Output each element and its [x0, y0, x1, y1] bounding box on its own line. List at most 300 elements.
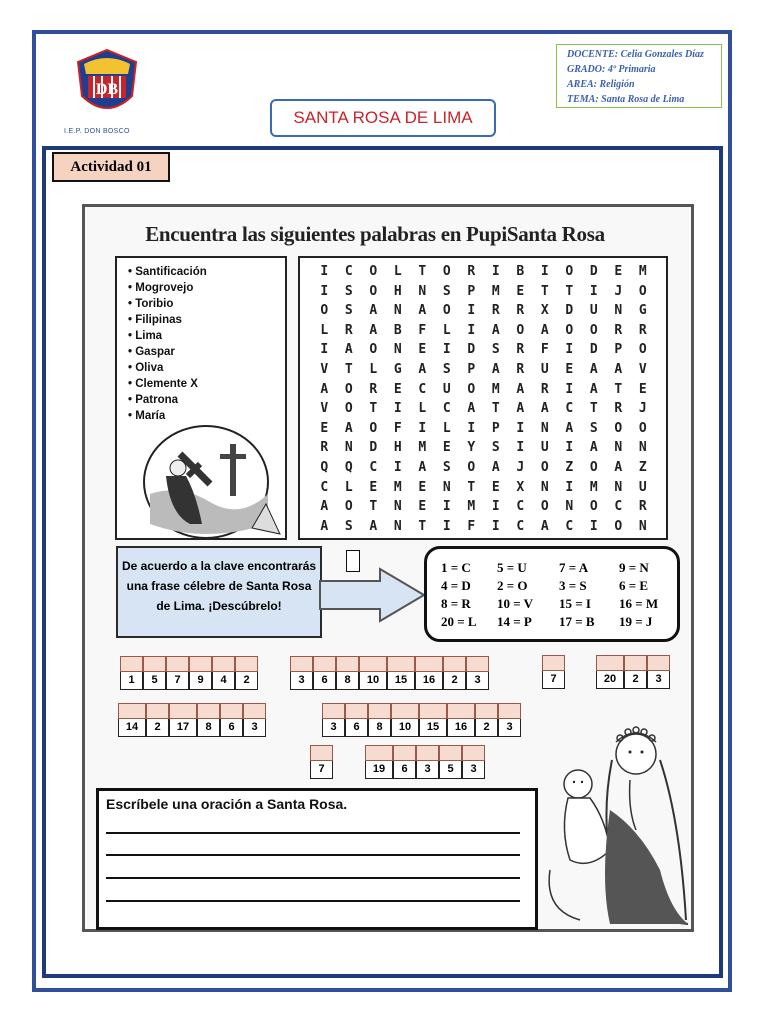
- grid-letter[interactable]: S: [442, 283, 451, 299]
- grid-letter[interactable]: A: [320, 518, 329, 534]
- grid-letter[interactable]: C: [320, 479, 329, 495]
- cipher-cell[interactable]: [359, 656, 387, 690]
- cipher-number: 6: [345, 719, 368, 737]
- cipher-cell[interactable]: [443, 656, 466, 690]
- grid-letter[interactable]: A: [344, 420, 353, 436]
- grid-letter[interactable]: B: [393, 322, 402, 338]
- grid-letter[interactable]: I: [491, 518, 500, 534]
- grid-letter[interactable]: N: [393, 303, 402, 319]
- answer-box[interactable]: [447, 703, 475, 719]
- cipher-cell[interactable]: [322, 703, 345, 737]
- grid-letter[interactable]: C: [344, 264, 353, 279]
- answer-box[interactable]: [439, 745, 462, 761]
- grid-letter[interactable]: N: [540, 420, 549, 436]
- writing-line[interactable]: [106, 900, 520, 902]
- writing-line[interactable]: [106, 832, 520, 834]
- grid-letter[interactable]: O: [467, 459, 476, 475]
- grid-letter[interactable]: A: [418, 303, 427, 319]
- answer-box[interactable]: [143, 656, 166, 672]
- grid-letter[interactable]: T: [344, 361, 353, 377]
- grid-letter[interactable]: S: [442, 361, 451, 377]
- grid-letter[interactable]: A: [369, 322, 378, 338]
- grid-letter[interactable]: A: [516, 381, 525, 397]
- cipher-number: 14: [118, 719, 146, 737]
- answer-box[interactable]: [313, 656, 336, 672]
- cipher-cell[interactable]: [391, 703, 419, 737]
- answer-box[interactable]: [189, 656, 212, 672]
- grid-letter[interactable]: I: [467, 303, 476, 319]
- grid-row: [312, 380, 655, 400]
- grid-letter[interactable]: M: [467, 499, 476, 515]
- cipher-word-8: [365, 745, 485, 779]
- grid-letter[interactable]: E: [442, 440, 451, 456]
- answer-box[interactable]: [416, 745, 439, 761]
- grid-letter[interactable]: C: [614, 499, 623, 515]
- grid-letter[interactable]: I: [589, 283, 598, 299]
- grid-letter[interactable]: F: [540, 342, 549, 358]
- grid-letter[interactable]: A: [369, 518, 378, 534]
- key-entry: 10 = V: [497, 596, 534, 611]
- answer-box[interactable]: [290, 656, 313, 672]
- grid-letter[interactable]: O: [442, 303, 451, 319]
- grid-row: [312, 262, 655, 282]
- grid-letter[interactable]: I: [491, 264, 500, 279]
- grid-letter[interactable]: U: [638, 479, 647, 495]
- cipher-cell[interactable]: [439, 745, 462, 779]
- grid-letter[interactable]: A: [491, 361, 500, 377]
- grid-letter[interactable]: I: [516, 440, 525, 456]
- cipher-cell[interactable]: [336, 656, 359, 690]
- cipher-cell[interactable]: [462, 745, 485, 779]
- grid-letter[interactable]: O: [369, 283, 378, 299]
- cipher-cell[interactable]: [235, 656, 258, 690]
- grid-letter[interactable]: E: [516, 283, 525, 299]
- grid-letter[interactable]: A: [589, 381, 598, 397]
- grid-letter[interactable]: A: [589, 361, 598, 377]
- grid-letter[interactable]: A: [320, 499, 329, 515]
- cipher-cell[interactable]: [345, 703, 368, 737]
- grid-letter[interactable]: G: [393, 361, 402, 377]
- grid-letter[interactable]: N: [393, 499, 402, 515]
- grid-letter[interactable]: C: [565, 518, 574, 534]
- grid-letter[interactable]: I: [565, 342, 574, 358]
- grid-letter[interactable]: O: [516, 322, 525, 338]
- answer-box[interactable]: [146, 703, 169, 719]
- grid-letter[interactable]: M: [491, 283, 500, 299]
- answer-box[interactable]: [466, 656, 489, 672]
- grid-letter[interactable]: T: [589, 401, 598, 417]
- grid-letter[interactable]: L: [442, 322, 451, 338]
- cipher-cell[interactable]: [466, 656, 489, 690]
- grid-letter[interactable]: D: [369, 440, 378, 456]
- answer-box[interactable]: [336, 656, 359, 672]
- grid-letter[interactable]: E: [565, 361, 574, 377]
- santa-rosa-cross-illustration: [140, 424, 286, 540]
- grid-letter[interactable]: E: [418, 479, 427, 495]
- cipher-number: 16: [447, 719, 475, 737]
- grid-letter[interactable]: A: [467, 401, 476, 417]
- grid-letter[interactable]: D: [565, 303, 574, 319]
- grid-letter[interactable]: I: [467, 420, 476, 436]
- grid-letter[interactable]: X: [516, 479, 525, 495]
- grid-letter[interactable]: R: [638, 499, 647, 515]
- grid-letter[interactable]: L: [344, 479, 353, 495]
- grid-letter[interactable]: S: [344, 303, 353, 319]
- cipher-cell[interactable]: [169, 703, 197, 737]
- grid-letter[interactable]: O: [369, 420, 378, 436]
- grid-letter[interactable]: Z: [638, 459, 647, 475]
- grid-letter[interactable]: E: [393, 381, 402, 397]
- cipher-number: 3: [466, 672, 489, 690]
- grid-letter[interactable]: A: [565, 420, 574, 436]
- answer-box[interactable]: [359, 656, 387, 672]
- cipher-cell[interactable]: [415, 656, 443, 690]
- grid-letter[interactable]: J: [638, 401, 647, 417]
- grid-letter[interactable]: O: [589, 459, 598, 475]
- grid-letter[interactable]: A: [614, 361, 623, 377]
- grid-letter[interactable]: M: [393, 479, 402, 495]
- answer-box[interactable]: [166, 656, 189, 672]
- grid-letter[interactable]: F: [393, 420, 402, 436]
- grid-letter[interactable]: Q: [320, 459, 329, 475]
- writing-line[interactable]: [106, 877, 520, 879]
- grid-letter[interactable]: O: [344, 381, 353, 397]
- grid-letter[interactable]: Z: [565, 459, 574, 475]
- grid-letter[interactable]: I: [320, 283, 329, 299]
- grid-letter[interactable]: O: [638, 283, 647, 299]
- cipher-number: 20: [596, 671, 624, 689]
- grid-letter[interactable]: J: [614, 283, 623, 299]
- grid-letter[interactable]: A: [418, 361, 427, 377]
- cipher-cell[interactable]: [368, 703, 391, 737]
- grid-letter[interactable]: L: [418, 401, 427, 417]
- cipher-cell[interactable]: [647, 655, 670, 689]
- answer-box[interactable]: [235, 656, 258, 672]
- grid-letter[interactable]: O: [589, 499, 598, 515]
- cipher-cell[interactable]: [475, 703, 498, 737]
- grid-letter[interactable]: D: [589, 264, 598, 279]
- cipher-cell[interactable]: [416, 745, 439, 779]
- grid-letter[interactable]: N: [614, 440, 623, 456]
- grid-letter[interactable]: R: [614, 322, 623, 338]
- grid-letter[interactable]: C: [516, 518, 525, 534]
- grid-letter[interactable]: D: [467, 342, 476, 358]
- cipher-number: 2: [235, 672, 258, 690]
- answer-box[interactable]: [169, 703, 197, 719]
- cipher-number: 5: [439, 761, 462, 779]
- prayer-prompt: Escríbele una oración a Santa Rosa.: [106, 796, 348, 812]
- grid-letter[interactable]: M: [638, 264, 647, 279]
- answer-box[interactable]: [462, 745, 485, 761]
- cipher-cell[interactable]: [419, 703, 447, 737]
- grid-letter[interactable]: N: [638, 440, 647, 456]
- grid-letter[interactable]: I: [442, 518, 451, 534]
- grid-letter[interactable]: N: [393, 342, 402, 358]
- grid-letter[interactable]: C: [442, 401, 451, 417]
- grid-letter[interactable]: O: [565, 322, 574, 338]
- cipher-cell[interactable]: [542, 655, 565, 689]
- grid-letter[interactable]: R: [491, 303, 500, 319]
- cipher-cell[interactable]: [197, 703, 220, 737]
- answer-box[interactable]: [322, 703, 345, 719]
- cipher-cell[interactable]: [498, 703, 521, 737]
- grid-letter[interactable]: R: [516, 361, 525, 377]
- grid-letter[interactable]: O: [589, 322, 598, 338]
- grid-letter[interactable]: C: [516, 499, 525, 515]
- grid-letter[interactable]: C: [369, 459, 378, 475]
- cipher-cell[interactable]: [166, 656, 189, 690]
- grid-letter[interactable]: I: [565, 440, 574, 456]
- grid-letter[interactable]: J: [516, 459, 525, 475]
- grid-letter[interactable]: T: [491, 401, 500, 417]
- grid-letter[interactable]: P: [467, 283, 476, 299]
- cipher-cell[interactable]: [310, 745, 333, 779]
- grid-letter[interactable]: I: [540, 264, 549, 279]
- grid-letter[interactable]: E: [491, 479, 500, 495]
- cipher-cell[interactable]: [118, 703, 146, 737]
- grid-letter[interactable]: U: [540, 440, 549, 456]
- answer-box[interactable]: [220, 703, 243, 719]
- grid-letter[interactable]: T: [614, 381, 623, 397]
- answer-box[interactable]: [243, 703, 266, 719]
- word-item: • Oliva: [128, 360, 207, 376]
- grid-letter[interactable]: R: [369, 381, 378, 397]
- grid-letter[interactable]: I: [516, 420, 525, 436]
- grid-letter[interactable]: A: [418, 459, 427, 475]
- cipher-cell[interactable]: [447, 703, 475, 737]
- grid-letter[interactable]: P: [467, 361, 476, 377]
- grid-letter[interactable]: S: [491, 342, 500, 358]
- grid-letter[interactable]: U: [589, 303, 598, 319]
- grid-letter[interactable]: L: [369, 361, 378, 377]
- grid-letter[interactable]: O: [565, 264, 574, 279]
- grid-letter[interactable]: L: [320, 322, 329, 338]
- grid-letter[interactable]: N: [638, 518, 647, 534]
- grid-letter[interactable]: T: [418, 264, 427, 279]
- cipher-cell[interactable]: [212, 656, 235, 690]
- cipher-cell[interactable]: [624, 655, 647, 689]
- grid-letter[interactable]: S: [344, 518, 353, 534]
- grid-letter[interactable]: V: [320, 361, 329, 377]
- grid-letter[interactable]: S: [589, 420, 598, 436]
- grid-letter[interactable]: O: [442, 264, 451, 279]
- answer-box[interactable]: [310, 745, 333, 761]
- answer-box[interactable]: [387, 656, 415, 672]
- grid-letter[interactable]: T: [369, 499, 378, 515]
- answer-box[interactable]: [345, 703, 368, 719]
- cipher-word-5: [118, 703, 266, 737]
- grid-letter[interactable]: U: [442, 381, 451, 397]
- cipher-cell[interactable]: [189, 656, 212, 690]
- grid-letter[interactable]: N: [418, 283, 427, 299]
- grid-letter[interactable]: U: [540, 361, 549, 377]
- grid-row: [312, 419, 655, 439]
- grid-letter[interactable]: O: [614, 518, 623, 534]
- grid-letter[interactable]: A: [540, 518, 549, 534]
- grid-letter[interactable]: A: [369, 303, 378, 319]
- grid-letter[interactable]: N: [614, 479, 623, 495]
- writing-line[interactable]: [106, 854, 520, 856]
- answer-box[interactable]: [118, 703, 146, 719]
- grid-letter[interactable]: H: [393, 440, 402, 456]
- answer-box[interactable]: [443, 656, 466, 672]
- grid-letter[interactable]: G: [638, 303, 647, 319]
- grid-letter[interactable]: I: [418, 420, 427, 436]
- grid-letter[interactable]: I: [565, 479, 574, 495]
- grid-letter[interactable]: A: [491, 322, 500, 338]
- grid-letter[interactable]: L: [393, 264, 402, 279]
- grid-letter[interactable]: S: [442, 459, 451, 475]
- cipher-cell[interactable]: [243, 703, 266, 737]
- grid-letter[interactable]: T: [369, 401, 378, 417]
- cipher-cell[interactable]: [143, 656, 166, 690]
- answer-box[interactable]: [647, 655, 670, 671]
- answer-box[interactable]: [212, 656, 235, 672]
- grid-letter[interactable]: R: [467, 264, 476, 279]
- grid-letter[interactable]: V: [320, 401, 329, 417]
- grid-letter[interactable]: R: [320, 440, 329, 456]
- grid-letter[interactable]: L: [442, 420, 451, 436]
- grid-letter[interactable]: S: [491, 440, 500, 456]
- grid-letter[interactable]: A: [516, 401, 525, 417]
- grid-letter[interactable]: S: [344, 283, 353, 299]
- grid-letter[interactable]: N: [614, 303, 623, 319]
- grid-letter[interactable]: A: [540, 322, 549, 338]
- cipher-cell[interactable]: [220, 703, 243, 737]
- grid-letter[interactable]: I: [320, 342, 329, 358]
- grid-letter[interactable]: R: [540, 381, 549, 397]
- answer-box[interactable]: [393, 745, 416, 761]
- cipher-number: 8: [336, 672, 359, 690]
- grid-letter[interactable]: N: [393, 518, 402, 534]
- grid-letter[interactable]: Y: [467, 440, 476, 456]
- grid-letter[interactable]: O: [344, 401, 353, 417]
- grid-letter[interactable]: R: [638, 322, 647, 338]
- cipher-number: 15: [419, 719, 447, 737]
- grid-letter[interactable]: I: [442, 499, 451, 515]
- grid-letter[interactable]: E: [614, 264, 623, 279]
- grid-letter[interactable]: P: [614, 342, 623, 358]
- grid-letter[interactable]: M: [491, 381, 500, 397]
- grid-row: [312, 301, 655, 321]
- answer-box[interactable]: [542, 655, 565, 671]
- answer-box[interactable]: [624, 655, 647, 671]
- grid-letter[interactable]: O: [320, 303, 329, 319]
- grid-letter[interactable]: A: [491, 459, 500, 475]
- grid-letter[interactable]: M: [418, 440, 427, 456]
- grid-letter[interactable]: A: [614, 459, 623, 475]
- grid-letter[interactable]: I: [491, 499, 500, 515]
- grid-letter[interactable]: E: [369, 479, 378, 495]
- grid-letter[interactable]: A: [589, 440, 598, 456]
- grid-letter[interactable]: E: [638, 381, 647, 397]
- grid-letter[interactable]: O: [638, 342, 647, 358]
- grid-letter[interactable]: C: [565, 401, 574, 417]
- grid-letter[interactable]: R: [344, 322, 353, 338]
- answer-box[interactable]: [368, 703, 391, 719]
- cipher-cell[interactable]: [365, 745, 393, 779]
- cipher-cell[interactable]: [313, 656, 336, 690]
- grid-letter[interactable]: A: [540, 401, 549, 417]
- cipher-cell[interactable]: [387, 656, 415, 690]
- grid-letter[interactable]: C: [418, 381, 427, 397]
- grid-letter[interactable]: R: [614, 401, 623, 417]
- answer-box[interactable]: [197, 703, 220, 719]
- grid-letter[interactable]: Q: [344, 459, 353, 475]
- answer-box[interactable]: [419, 703, 447, 719]
- grid-letter[interactable]: F: [418, 322, 427, 338]
- cipher-cell[interactable]: [120, 656, 143, 690]
- answer-box[interactable]: [391, 703, 419, 719]
- grid-letter[interactable]: A: [344, 342, 353, 358]
- grid-letter[interactable]: T: [418, 518, 427, 534]
- key-entry: 17 = B: [559, 614, 595, 629]
- grid-letter[interactable]: E: [418, 342, 427, 358]
- answer-box[interactable]: [498, 703, 521, 719]
- grid-letter[interactable]: R: [516, 303, 525, 319]
- grid-letter[interactable]: I: [320, 264, 329, 279]
- grid-letter[interactable]: O: [369, 264, 378, 279]
- cipher-cell[interactable]: [290, 656, 313, 690]
- grid-letter[interactable]: N: [344, 440, 353, 456]
- grid-letter[interactable]: D: [589, 342, 598, 358]
- answer-box[interactable]: [120, 656, 143, 672]
- grid-letter[interactable]: I: [589, 518, 598, 534]
- grid-letter[interactable]: I: [393, 459, 402, 475]
- grid-letter[interactable]: T: [540, 283, 549, 299]
- grid-letter[interactable]: I: [393, 401, 402, 417]
- grid-letter[interactable]: E: [320, 420, 329, 436]
- grid-letter[interactable]: T: [565, 283, 574, 299]
- grid-letter[interactable]: M: [589, 479, 598, 495]
- grid-letter[interactable]: R: [516, 342, 525, 358]
- grid-letter[interactable]: P: [491, 420, 500, 436]
- grid-letter[interactable]: O: [540, 499, 549, 515]
- grid-letter[interactable]: N: [565, 499, 574, 515]
- grid-letter[interactable]: O: [540, 459, 549, 475]
- grid-letter[interactable]: I: [467, 322, 476, 338]
- grid-letter[interactable]: B: [516, 264, 525, 279]
- cipher-word-6: [322, 703, 521, 737]
- grid-letter[interactable]: X: [540, 303, 549, 319]
- grade-line: GRADO: 4º Primaria: [567, 64, 656, 75]
- answer-box[interactable]: [475, 703, 498, 719]
- grid-letter[interactable]: O: [369, 342, 378, 358]
- grid-letter[interactable]: H: [393, 283, 402, 299]
- grid-letter[interactable]: A: [320, 381, 329, 397]
- grid-letter[interactable]: I: [442, 342, 451, 358]
- grid-letter[interactable]: E: [418, 499, 427, 515]
- grid-letter[interactable]: I: [565, 381, 574, 397]
- grid-letter[interactable]: O: [467, 381, 476, 397]
- answer-box[interactable]: [596, 655, 624, 671]
- grid-row: [312, 282, 655, 302]
- grid-letter[interactable]: T: [467, 479, 476, 495]
- grid-letter[interactable]: V: [638, 361, 647, 377]
- answer-box[interactable]: [365, 745, 393, 761]
- grid-letter[interactable]: F: [467, 518, 476, 534]
- answer-box[interactable]: [415, 656, 443, 672]
- grid-letter[interactable]: O: [344, 499, 353, 515]
- grid-letter[interactable]: N: [442, 479, 451, 495]
- grid-letter[interactable]: O: [614, 420, 623, 436]
- cipher-cell[interactable]: [393, 745, 416, 779]
- cipher-cell[interactable]: [146, 703, 169, 737]
- grid-letter[interactable]: O: [638, 420, 647, 436]
- cipher-cell[interactable]: [596, 655, 624, 689]
- cipher-word-1: [120, 656, 258, 690]
- grid-letter[interactable]: N: [540, 479, 549, 495]
